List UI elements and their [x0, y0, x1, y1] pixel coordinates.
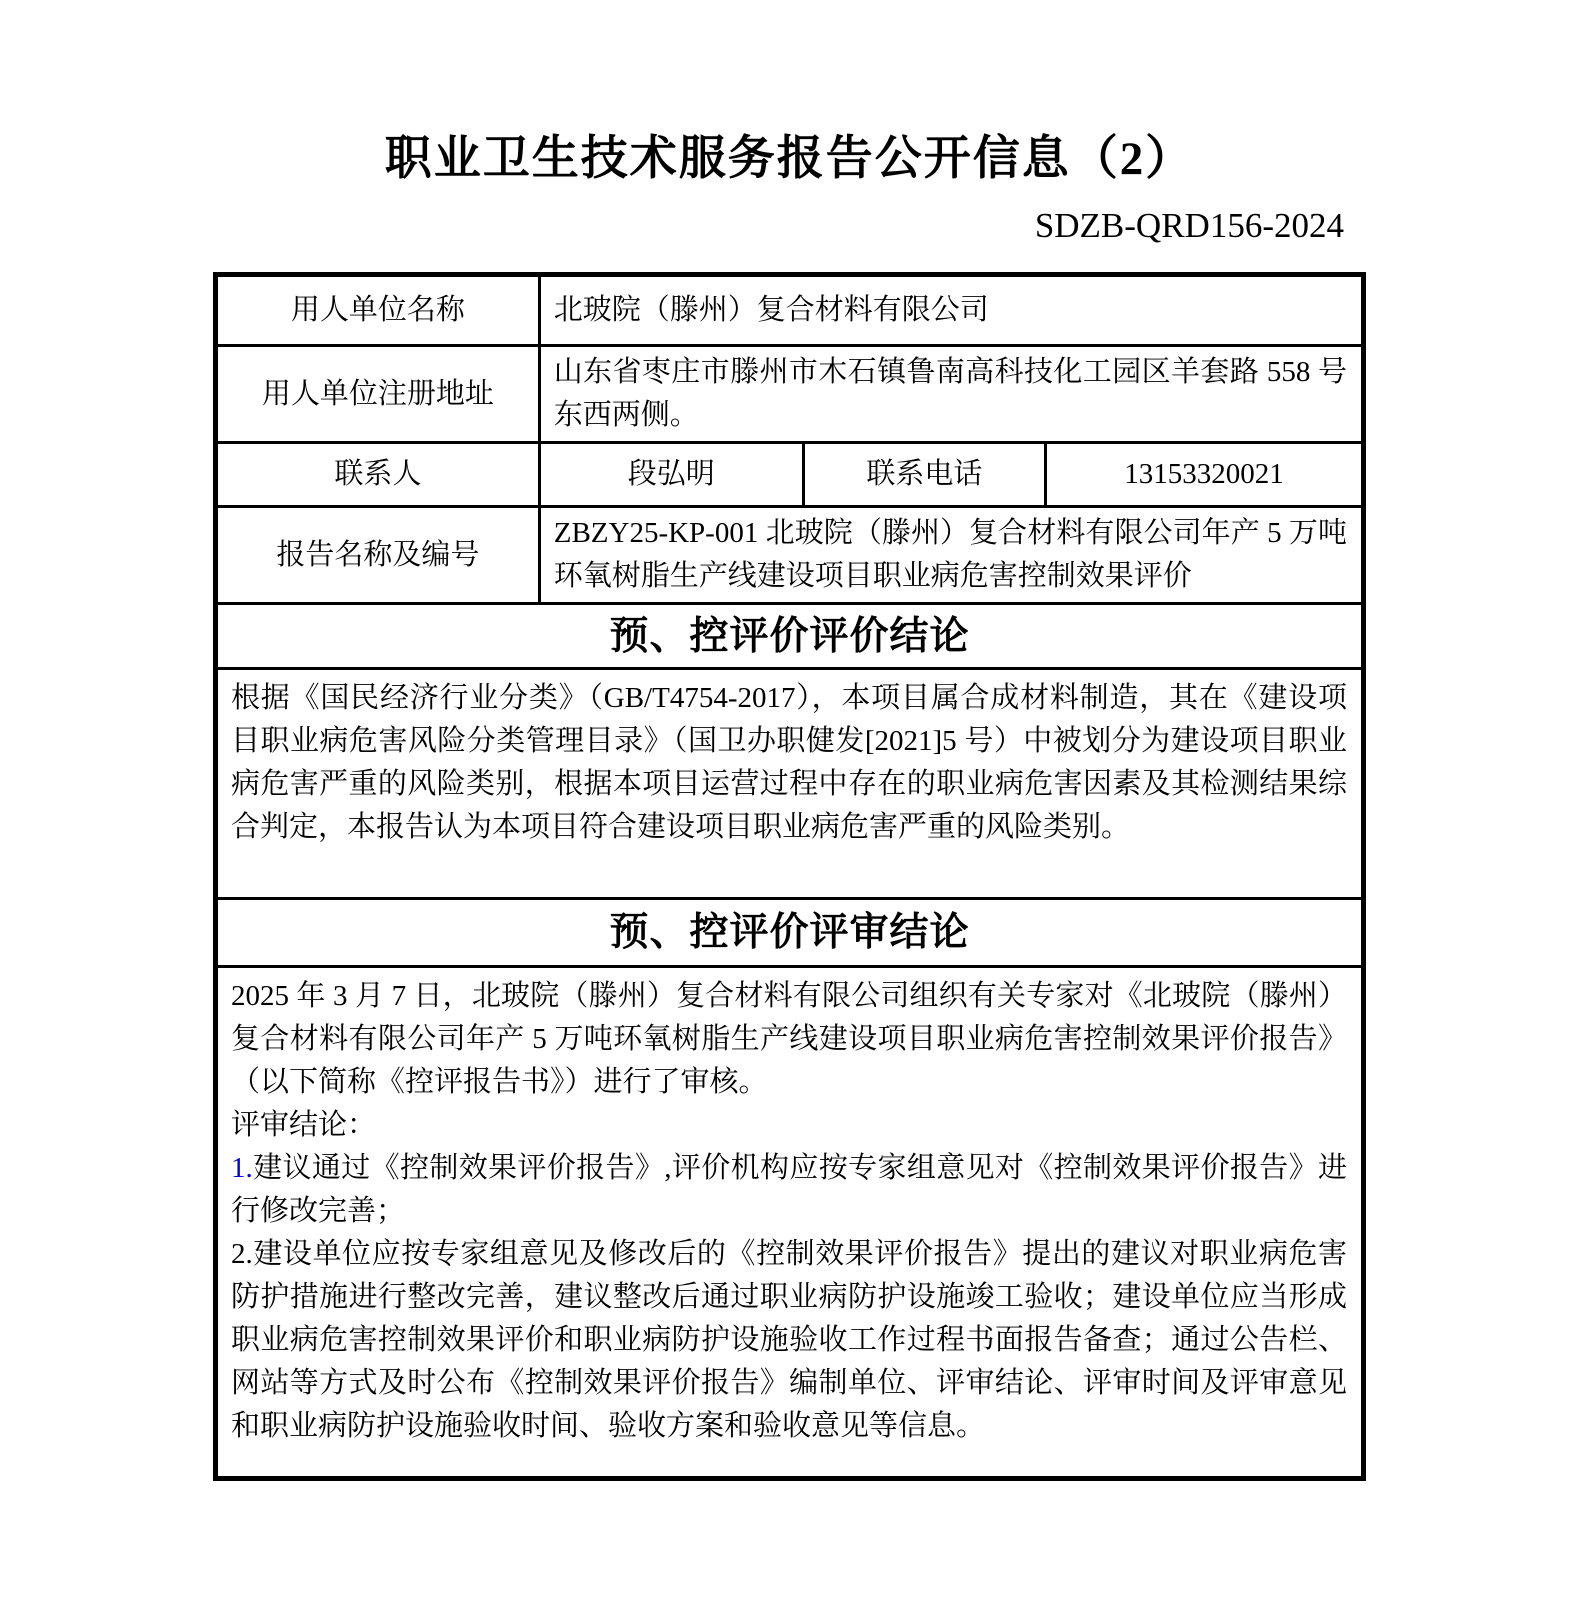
report-name-value: ZBZY25-KP-001 北玻院（滕州）复合材料有限公司年产 5 万吨环氧树脂生产线建设项目职业病危害控制效果评价 [539, 507, 1363, 604]
table-row-evaluation-body [216, 669, 1364, 899]
table-row-report-name [216, 507, 1364, 604]
table-row-employer-name [216, 275, 1364, 346]
review-intro-paragraph: 2025 年 3 月 7 日，北玻院（滕州）复合材料有限公司组织有关专家对《北玻院（滕州）复合材料有限公司年产 5 万吨环氧树脂生产线建设项目职业病危害控制效果评价报告》（以下简称《控评报告书》）进行了审核。 [231, 980, 1347, 1098]
table-row-review-header [216, 899, 1364, 967]
page-title: 职业卫生技术服务报告公开信息（2） [384, 133, 1195, 185]
review-result-label: 评审结论： [231, 1109, 377, 1141]
registered-address-label: 用人单位注册地址 [216, 346, 540, 443]
employer-name-value: 北玻院（滕州）复合材料有限公司 [539, 275, 1363, 346]
review-item-1 [231, 1147, 1347, 1233]
table-row-contact [216, 443, 1364, 507]
table-row-evaluation-header [216, 604, 1364, 669]
contact-person-label: 联系人 [216, 443, 540, 507]
report-name-label: 报告名称及编号 [216, 507, 540, 604]
review-item-1-text: 建议通过《控制效果评价报告》,评价机构应按专家组意见对《控制效果评价报告》进行修改完善； [231, 1152, 1347, 1227]
table-row-registered-address [216, 346, 1364, 443]
review-item-1-marker: 1. [231, 1152, 253, 1184]
registered-address-value: 山东省枣庄市滕州市木石镇鲁南高科技化工园区羊套路 558 号东西两侧。 [539, 346, 1363, 443]
doc-number: SDZB-QRD156-2024 [1034, 206, 1344, 245]
employer-name-label: 用人单位名称 [216, 275, 540, 346]
contact-phone-label: 联系电话 [803, 443, 1045, 507]
review-conclusion-body [216, 967, 1364, 1479]
report-info-table [213, 272, 1366, 1481]
contact-person-value: 段弘明 [539, 443, 803, 507]
review-item-2: 2.建设单位应按专家组意见及修改后的《控制效果评价报告》提出的建议对职业病危害防护措施进行整改完善，建议整改后通过职业病防护设施竣工验收；建设单位应当形成职业病危害控制效果评价和职业病防护设施验收工作过程书面报告备查；通过公告栏、网站等方式及时公布《控制效果评价报告》编制单位、评审结论、评审时间及评审意见和职业病防护设施验收时间、验收方案和验收意见等信息。 [231, 1238, 1347, 1442]
evaluation-conclusion-header: 预、控评价评价结论 [216, 604, 1364, 669]
review-conclusion-header: 预、控评价评审结论 [216, 899, 1364, 967]
contact-phone-value: 13153320021 [1045, 443, 1363, 507]
table-row-review-body [216, 967, 1364, 1479]
evaluation-conclusion-body: 根据《国民经济行业分类》（GB/T4754-2017），本项目属合成材料制造，其在《建设项目职业病危害风险分类管理目录》（国卫办职健发[2021]5 号）中被划分为建设项目职业病危害严重的风险类别，根据本项目运营过程中存在的职业病危害因素及其检测结果综合判定，本报告认为本项目符合建设项目职业病危害严重的风险类别。 [216, 669, 1364, 899]
